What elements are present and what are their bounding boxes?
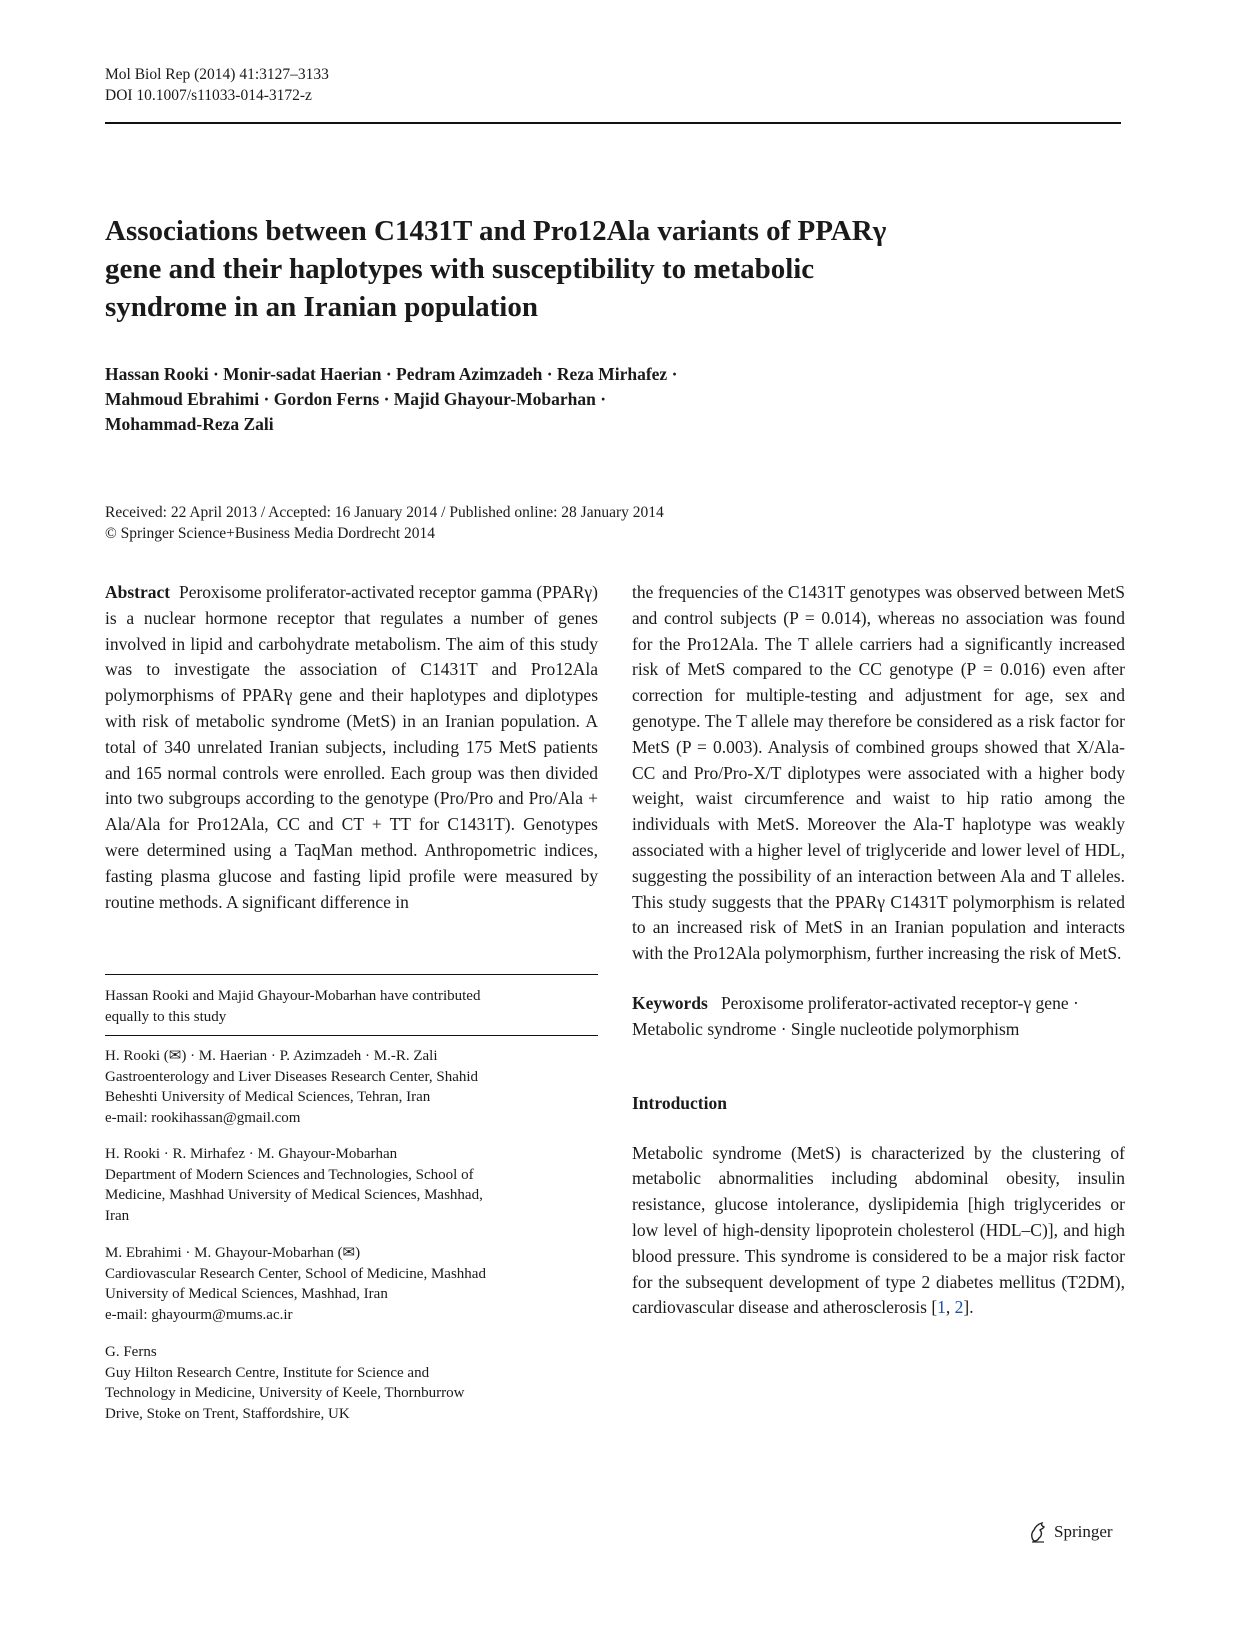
aff2-names: H. Rooki · R. Mirhafez · M. Ghayour-Mobarhan [105,1146,398,1162]
affiliation-3 [105,1243,598,1325]
doi[interactable]: DOI 10.1007/s11033-014-3172-z [105,87,312,104]
received-accepted-published: Received: 22 April 2013 / Accepted: 16 January 2014 / Published online: 28 January 2014 [105,504,664,521]
keywords [632,991,1125,1043]
aff4-names: G. Ferns [105,1344,157,1360]
aff4-line-2: Technology in Medicine, University of Keele, Thornburrow [105,1385,465,1402]
abstract-left [105,580,598,915]
aff2-line-3: Iran [105,1207,130,1224]
left-column [105,580,598,915]
aff3-line-2: University of Medical Sciences, Mashhad, Iran [105,1286,388,1303]
aff1-line-2: Beheshti University of Medical Sciences, Tehran, Iran [105,1089,431,1106]
springer-wordmark: Springer [1054,1522,1113,1541]
keywords-label: Keywords [632,992,708,1013]
contribution-note [105,986,598,1027]
title-line-3: syndrome in an Iranian population [105,291,538,323]
aff3-line-1: Cardiovascular Research Center, School of Medicine, Mashhad [105,1265,486,1282]
contrib-line-1: Hassan Rooki and Majid Ghayour-Mobarhan have contributed [105,988,481,1004]
abstract-text-right: the frequencies of the C1431T genotypes was observed between MetS and control subjects (P = 0.014), whereas no association was found for the Pro12Ala. The T allele carriers had a significantly increased risk of MetS compared to the CC genotype (P = 0.016) even after correction for multiple-testing and adjustment for age, sex and genotype. The T allele may therefore be considered as a risk factor for MetS (P = 0.003). Analysis of combined groups showed that X/Ala-CC and Pro/Pro-X/T diplotypes were associated with a higher body weight, waist circumference and waist to hip ratio among the individuals with MetS. Moreover the Ala-T haplotype was weakly associated with a higher level of triglyceride and lower level of HDL, suggesting the possibility of an interaction between Ala and T alleles. This study suggests that the PPARγ C1431T polymorphism is related to an increased risk of MetS in an Iranian population and interacts with the Pro12Ala polymorphism, further increasing the risk of MetS. [632,582,1125,964]
affiliation-2 [105,1144,598,1226]
abstract-text-left: Peroxisome proliferator-activated receptor gamma (PPARγ) is a nuclear hormone receptor that regulates a number of genes involved in lipid and carbohydrate metabolism. The aim of this study was to investigate the association of C1431T and Pro12Ala polymorphisms of PPARγ gene and their haplotypes and diplotypes with risk of metabolic syndrome (MetS) in an Iranian population. A total of 340 unrelated Iranian subjects, including 175 MetS patients and 165 normal controls were enrolled. Each group was then divided into two subgroups according to the genotype (Pro/Pro and Pro/Ala + Ala/Ala for Pro12Ala, CC and CT + TT for C1431T). Genotypes were determined using a TaqMan method. Anthropometric indices, fasting plasma glucose and fasting lipid profile were measured by routine methods. A significant difference in [105,582,598,912]
title-line-1: Associations between C1431T and Pro12Ala variants of PPARγ [105,215,887,247]
introduction-text [632,1141,1125,1322]
authors-line-3: Mohammad-Reza Zali [105,414,274,434]
aff1-email[interactable]: e-mail: rookihassan@gmail.com [105,1109,301,1126]
intro-end: ]. [963,1297,974,1318]
contrib-line-2: equally to this study [105,1008,227,1025]
journal-citation: Mol Biol Rep (2014) 41:3127–3133 [105,66,329,83]
copyright: © Springer Science+Business Media Dordrecht 2014 [105,525,436,542]
footnote-rule-2 [105,1035,598,1036]
authors-line-2: Mahmoud Ebrahimi · Gordon Ferns · Majid Ghayour-Mobarhan · [105,389,607,409]
introduction-heading: Introduction [632,1092,727,1113]
intro-body: Metabolic syndrome (MetS) is characterized by the clustering of metabolic abnormalities including abdominal obesity, insulin resistance, glucose intolerance, dyslipidemia [high triglycerides or low level of high-density lipoprotein cholesterol (HDL–C)], and high blood pressure. This syndrome is considered to be a major risk factor for the subsequent development of type 2 diabetes mellitus (T2DM), cardiovascular disease and atherosclerosis [ [632,1142,1125,1318]
aff2-line-1: Department of Modern Sciences and Technologies, School of [105,1166,474,1183]
aff3-names: M. Ebrahimi · M. Ghayour-Mobarhan (✉) [105,1245,361,1261]
ref-1-link[interactable]: 1 [937,1297,946,1318]
title-line-2: gene and their haplotypes with susceptibility to metabolic [105,253,815,285]
ref-2-link[interactable]: 2 [954,1297,964,1318]
journal-header [105,64,329,106]
publication-dates [105,502,664,544]
aff3-email[interactable]: e-mail: ghayourm@mums.ac.ir [105,1306,293,1323]
aff2-line-2: Medicine, Mashhad University of Medical Sciences, Mashhad, [105,1187,483,1204]
footnote-rule-1 [105,974,598,975]
aff4-line-1: Guy Hilton Research Centre, Institute for Science and [105,1364,430,1381]
author-list [105,362,677,437]
aff1-names: H. Rooki (✉) · M. Haerian · P. Azimzadeh · M.-R. Zali [105,1048,438,1064]
affiliation-1 [105,1046,598,1128]
affiliation-4 [105,1342,598,1424]
springer-horse-icon [1028,1521,1048,1543]
abstract-label: Abstract [105,582,171,602]
paper-title [105,212,1065,326]
right-column [632,580,1125,1321]
keywords-text: Peroxisome proliferator-activated receptor-γ gene · Metabolic syndrome · Single nucleotide polymorphism [632,992,1079,1039]
ref-separator: , [945,1297,955,1318]
springer-logo [1028,1521,1113,1543]
aff4-line-3: Drive, Stoke on Trent, Staffordshire, UK [105,1405,350,1422]
aff1-line-1: Gastroenterology and Liver Diseases Research Center, Shahid [105,1068,479,1085]
header-rule [105,122,1121,124]
authors-line-1: Hassan Rooki · Monir-sadat Haerian · Pedram Azimzadeh · Reza Mirhafez · [105,364,678,384]
